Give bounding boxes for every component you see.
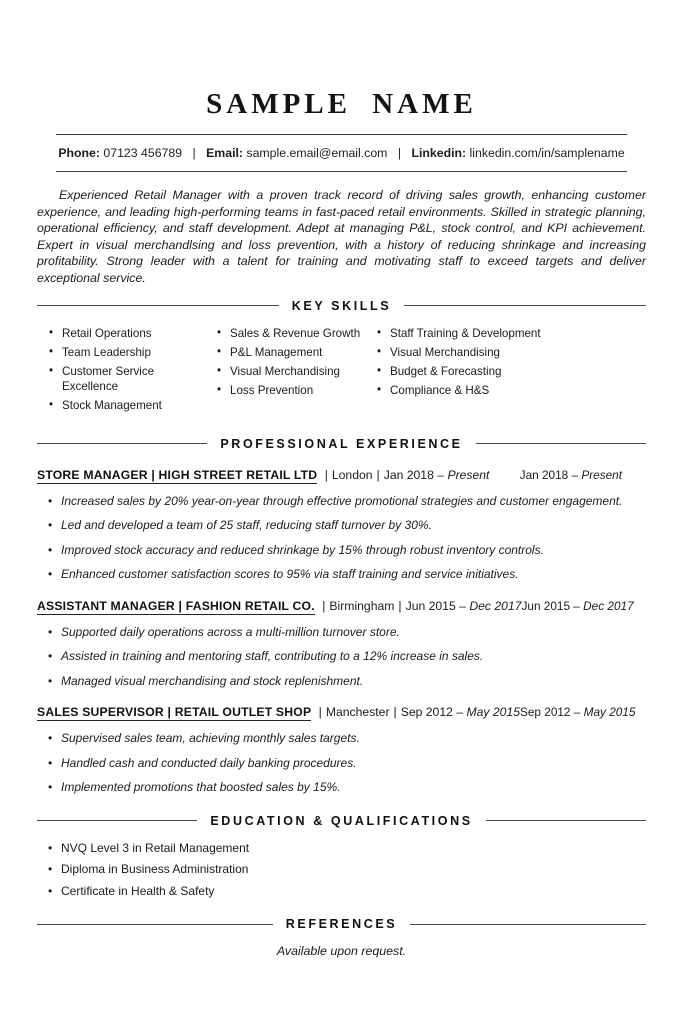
skill-item: • Visual Merchandising (217, 364, 365, 379)
job-header (37, 468, 646, 482)
education-item: • Certificate in Health & Safety (37, 885, 646, 899)
linkedin-label: Linkedin: (411, 146, 467, 160)
separator: | (322, 598, 326, 613)
heading-rule-left (37, 820, 197, 821)
bullet-item: • Handled cash and conducted daily banking procedures. (37, 757, 646, 771)
section-heading-education (37, 814, 646, 828)
job-meta (318, 599, 521, 613)
job-bullet-list (37, 495, 646, 582)
job-title: STORE MANAGER (37, 467, 148, 482)
job-location: London (331, 467, 373, 482)
job-entry (37, 468, 646, 582)
job-dates-inline: Sep 2012 – (400, 705, 464, 720)
bullet-item: • Increased sales by 20% year-on-year through effective promotional strategies and customer engagement. (37, 495, 646, 509)
contact-bar (56, 134, 627, 172)
email-label: Email: (206, 146, 244, 160)
job-title-company (37, 705, 311, 721)
job-bullet-list (37, 732, 646, 795)
skill-item: • Visual Merchandising (377, 345, 646, 360)
skill-item: • Staff Training & Development (377, 326, 646, 341)
bullet-item: • Managed visual merchandising and stock replenishment. (37, 675, 646, 689)
job-company: FASHION RETAIL CO. (185, 598, 315, 613)
skills-column-3 (365, 326, 646, 417)
separator: | (151, 467, 155, 482)
phone-label: Phone: (58, 146, 100, 160)
separator: | (398, 598, 402, 613)
education-item: • Diploma in Business Administration (37, 863, 646, 877)
skill-item: • Stock Management (49, 398, 205, 413)
job-dates-right: Sep 2012 – May 2015 (519, 705, 636, 720)
skills-column-2 (205, 326, 365, 417)
skill-item: • Loss Prevention (217, 383, 365, 398)
section-title: EDUCATION & QUALIFICATIONS (210, 813, 473, 828)
job-meta (321, 468, 490, 482)
bullet-item: • Supported daily operations across a multi-million turnover store. (37, 626, 646, 640)
job-dates-inline-end: Present (447, 467, 490, 482)
phone-value: 07123 456789 (103, 146, 183, 160)
page-title: SAMPLE NAME (206, 88, 477, 120)
separator: | (167, 705, 172, 720)
linkedin-value: linkedin.com/in/samplename (469, 146, 625, 160)
job-dates-inline: Jan 2018 – (383, 467, 445, 482)
job-company: HIGH STREET RETAIL LTD (158, 467, 318, 482)
key-skills-grid (37, 326, 646, 417)
heading-rule-left (37, 305, 279, 306)
job-meta (315, 705, 520, 719)
separator: | (318, 705, 322, 720)
skill-item: • Customer Service Excellence (49, 364, 205, 394)
summary-paragraph: Experienced Retail Manager with a proven track record of driving sales growth, enhancing customer experience, and leading high-performing teams in fast-paced retail environments. Skilled in strategic planning, operational efficiency, and staff development. Adept at managing P&L, stock control, and KPI achievement. Expert in visual merchandlsing and loss prevention, with a history of reducing shrinkage and increasing profitability. Strong leader with a talent for training and motivating staff to exceed targets and deliver exceptional service. (37, 188, 646, 285)
section-title: PROFESSIONAL EXPERIENCE (220, 436, 463, 451)
heading-rule-right (404, 305, 646, 306)
contact-separator: | (192, 146, 196, 160)
job-dates-right: Jan 2018 – Present (519, 467, 622, 482)
job-title: ASSISTANT MANAGER (37, 598, 175, 613)
job-dates-inline-end: May 2015 (466, 705, 520, 720)
separator: | (393, 705, 397, 720)
section-heading-key-skills (37, 299, 646, 313)
job-dates-inline-end: Dec 2017 (469, 598, 522, 613)
job-header-left (37, 705, 520, 719)
education-item: • NVQ Level 3 in Retail Management (37, 842, 646, 856)
job-title-company (37, 599, 315, 615)
separator: | (178, 598, 183, 613)
bullet-item: • Assisted in training and mentoring staff, contributing to a 12% increase in sales. (37, 650, 646, 664)
job-header (37, 705, 646, 719)
job-company: RETAIL OUTLET SHOP (174, 705, 312, 720)
job-entry (37, 599, 646, 689)
job-entry (37, 705, 646, 795)
heading-rule-left (37, 443, 207, 444)
bullet-item: • Led and developed a team of 25 staff, reducing staff turnover by 30%. (37, 519, 646, 533)
job-dates-right: Jun 2015 – Dec 2017 (521, 598, 634, 613)
job-header-left (37, 599, 521, 613)
section-heading-experience (37, 437, 646, 451)
bullet-item: • Supervised sales team, achieving monthly sales targets. (37, 732, 646, 746)
section-title: KEY SKILLS (291, 298, 392, 313)
job-header-left (37, 468, 489, 482)
bullet-item: • Improved stock accuracy and reduced shrinkage by 15% through robust inventory controls. (37, 544, 646, 558)
section-title: REFERENCES (285, 917, 398, 932)
job-title-company (37, 468, 317, 484)
contact-separator: | (397, 146, 402, 160)
job-header (37, 599, 646, 613)
email-value: sample.email@email.com (246, 146, 388, 160)
heading-rule-right (410, 924, 646, 925)
heading-rule-left (37, 924, 273, 925)
job-dates-inline: Jun 2015 – (405, 598, 466, 613)
bullet-item: • Enhanced customer satisfaction scores to 95% via staff training and service initiatives. (37, 568, 646, 582)
heading-rule-right (476, 443, 646, 444)
bullet-item: • Implemented promotions that boosted sales by 15%. (37, 781, 646, 795)
job-title: SALES SUPERVISOR (37, 705, 164, 720)
heading-rule-right (486, 820, 646, 821)
skill-item: • Team Leadership (49, 345, 205, 360)
separator: | (324, 467, 328, 482)
job-location: Birmingham (329, 598, 395, 613)
skill-item: • Sales & Revenue Growth (217, 326, 365, 341)
skill-item: • Compliance & H&S (377, 383, 646, 398)
skill-item: • P&L Management (217, 345, 365, 360)
job-bullet-list (37, 626, 646, 689)
education-list (37, 842, 646, 899)
section-heading-references (37, 917, 646, 931)
skill-item: • Retail Operations (49, 326, 205, 341)
skill-item: • Budget & Forecasting (377, 364, 646, 379)
skills-column-1 (37, 326, 205, 417)
separator: | (376, 467, 380, 482)
job-location: Manchester (325, 705, 390, 720)
references-note: Available upon request. (276, 944, 407, 959)
